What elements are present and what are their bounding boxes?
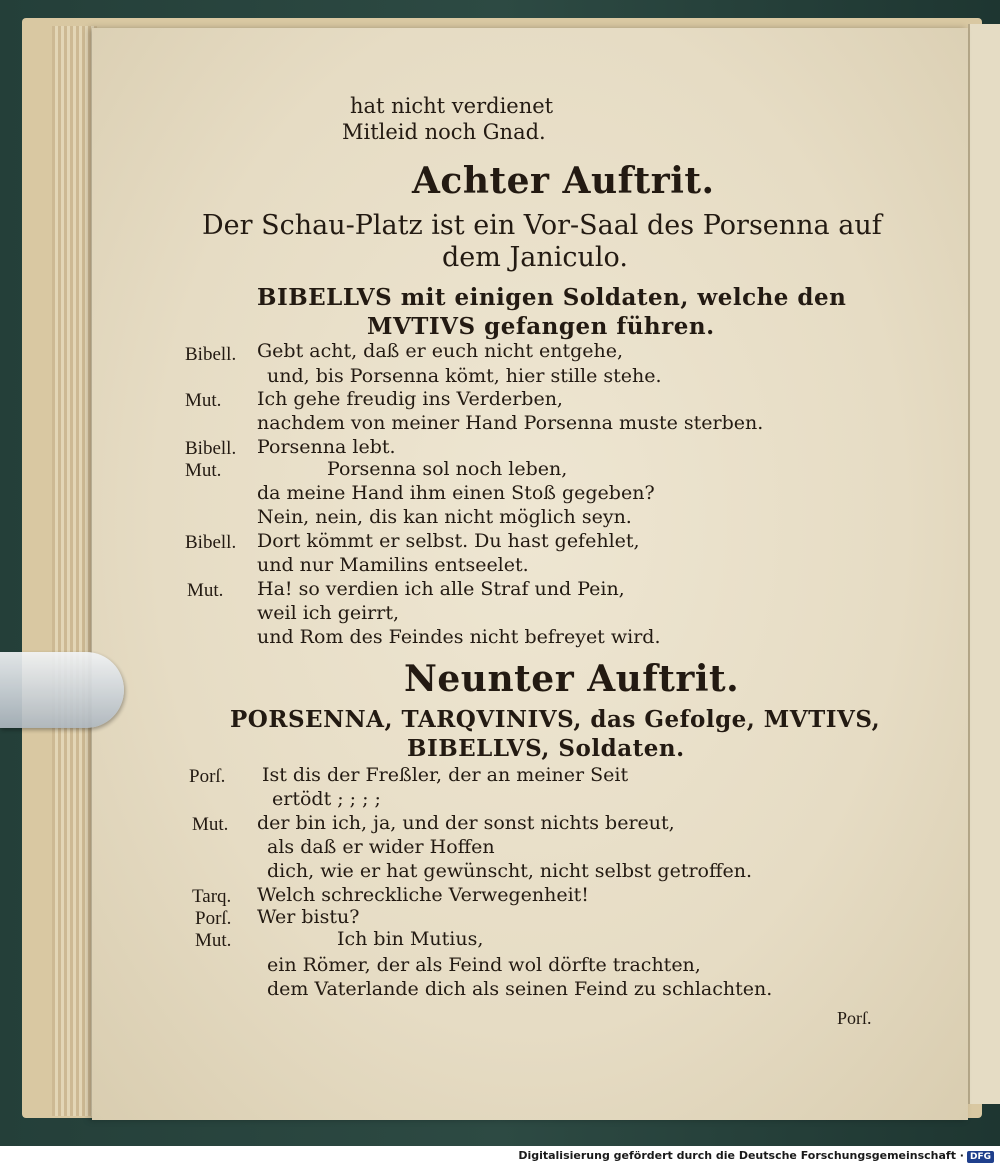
scene-8-heading: Achter Auftrit. [412, 160, 715, 202]
footer-credit-text: Digitalisierung gefördert durch die Deutsche Forschungsgemeinschaft · [518, 1149, 964, 1162]
footer-bar [0, 1146, 1000, 1167]
dialogue-line: Porsenna lebt. [257, 436, 396, 458]
dialogue-line: Nein, nein, dis kan nicht möglich seyn. [257, 506, 632, 528]
footer-credit [518, 1149, 994, 1163]
dialogue-line: und Rom des Feindes nicht befreyet wird. [257, 626, 661, 648]
speaker: Bibell. [185, 344, 237, 365]
page-clip [0, 652, 124, 728]
scene-8-stage-line-1: Der Schau-Platz ist ein Vor-Saal des Porsenna auf [202, 210, 882, 241]
dialogue-line: dich, wie er hat gewünscht, nicht selbst getroffen. [267, 860, 753, 882]
dialogue-line: Ha! so verdien ich alle Straf und Pein, [257, 578, 625, 600]
dialogue-line: nachdem von meiner Hand Porsenna muste sterben. [257, 412, 764, 434]
scene-9-heading: Neunter Auftrit. [404, 658, 740, 700]
speaker: Porſ. [195, 908, 232, 929]
dialogue-line: der bin ich, ja, und der sonst nichts bereut, [257, 812, 675, 834]
dialogue-line: als daß er wider Hoffen [267, 836, 495, 858]
speaker: Mut. [192, 814, 229, 835]
dialogue-line: und nur Mamilins entseelet. [257, 554, 529, 576]
top-line-1: hat nicht verdienet [350, 94, 554, 118]
dfg-logo: DFG [967, 1151, 994, 1163]
catchword: Porſ. [837, 1008, 872, 1028]
speaker: Mut. [195, 930, 232, 951]
speaker: Mut. [187, 580, 224, 601]
scene-8-cast-line-1: BIBELLVS mit einigen Soldaten, welche den [257, 284, 847, 311]
dialogue-line: Ist dis der Freßler, der an meiner Seit [262, 764, 629, 786]
dialogue-line: und, bis Porsenna kömt, hier stille stehe. [267, 365, 662, 387]
speaker: Bibell. [185, 532, 237, 553]
dialogue-line: Ich gehe freudig ins Verderben, [257, 388, 563, 410]
dialogue-line: ein Römer, der als Feind wol dörfte trachten, [267, 954, 701, 976]
dialogue-line: Wer bistu? [257, 906, 360, 928]
speaker: Porſ. [189, 766, 226, 787]
scene-8-stage-line-2: dem Janiculo. [442, 242, 628, 273]
dialogue-line: Dort kömmt er selbst. Du hast gefehlet, [257, 530, 640, 552]
scene-9-cast-line-1: PORSENNA, TARQVINIVS, das Gefolge, MVTIVS, [230, 706, 881, 733]
scene-9-cast-line-2: BIBELLVS, Soldaten. [407, 735, 685, 762]
speaker: Tarq. [192, 886, 232, 907]
book-page [92, 28, 968, 1120]
dialogue-line: ertödt ; ; ; ; [272, 788, 381, 810]
dialogue-line: da meine Hand ihm einen Stoß gegeben? [257, 482, 655, 504]
dialogue-line: dem Vaterlande dich als seinen Feind zu schlachten. [267, 978, 773, 1000]
speaker: Mut. [185, 390, 222, 411]
dialogue-line: Welch schreckliche Verwegenheit! [257, 884, 589, 906]
facing-page-sliver [968, 24, 1000, 1104]
speaker: Mut. [185, 460, 222, 481]
scene-8-cast-line-2: MVTIVS gefangen führen. [367, 313, 715, 340]
dialogue-line: weil ich geirrt, [257, 602, 400, 624]
dialogue-line: Gebt acht, daß er euch nicht entgehe, [257, 340, 624, 362]
dialogue-line: Ich bin Mutius, [337, 928, 484, 950]
page-stack-edge [52, 26, 97, 1116]
dialogue-line: Porsenna sol noch leben, [327, 458, 568, 480]
top-line-2: Mitleid noch Gnad. [342, 120, 546, 144]
speaker: Bibell. [185, 438, 237, 459]
